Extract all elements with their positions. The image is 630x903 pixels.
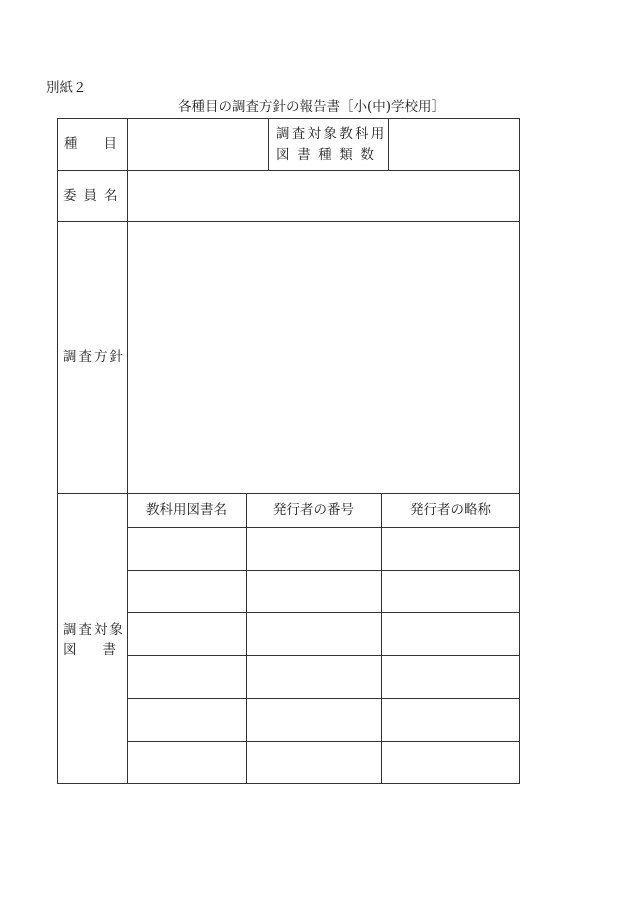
table-cell-publisher-abbrev[interactable] [382,528,519,570]
subject-label-text: 種目 [64,136,143,152]
table-cell-book-name[interactable] [128,742,246,783]
subject-label [64,136,143,152]
policy-label: 調査方針 [63,349,125,365]
count-field[interactable] [389,119,519,170]
count-label-line2: 図書種類数 [276,147,382,163]
count-label-line1: 調査対象教科用 [276,126,387,142]
table-cell-publisher-number[interactable] [247,528,381,570]
table-cell-book-name[interactable] [128,656,246,698]
table-cell-publisher-number[interactable] [247,699,381,741]
attachment-label: 別紙２ [46,80,87,96]
table-cell-publisher-number[interactable] [247,613,381,655]
committee-label: 委員名 [63,188,125,204]
table-cell-publisher-abbrev[interactable] [382,742,519,783]
table-cell-publisher-abbrev[interactable] [382,656,519,698]
table-cell-book-name[interactable] [128,571,246,612]
table-cell-publisher-abbrev[interactable] [382,699,519,741]
table-cell-publisher-abbrev[interactable] [382,571,519,612]
form-right-border [519,118,520,784]
table-header-publisher-abbrev: 発行者の略称 [410,502,491,518]
form-left-border [57,118,58,784]
subject-count-divider [268,118,269,171]
committee-field[interactable] [128,171,519,221]
document-title: 各種目の調査方針の報告書［小(中)学校用］ [178,99,446,115]
subject-field[interactable] [128,119,268,170]
policy-field[interactable] [128,222,519,493]
target-label-line1: 調査対象 [63,622,125,638]
table-header-book-name: 教科用図書名 [146,502,227,518]
table-cell-publisher-number[interactable] [247,742,381,783]
target-label-line2: 図書 [63,642,142,658]
table-cell-book-name[interactable] [128,528,246,570]
table-cell-publisher-abbrev[interactable] [382,613,519,655]
table-cell-book-name[interactable] [128,613,246,655]
table-cell-book-name[interactable] [128,699,246,741]
table-cell-publisher-number[interactable] [247,656,381,698]
table-header-publisher-number: 発行者の番号 [273,502,354,518]
table-cell-publisher-number[interactable] [247,571,381,612]
